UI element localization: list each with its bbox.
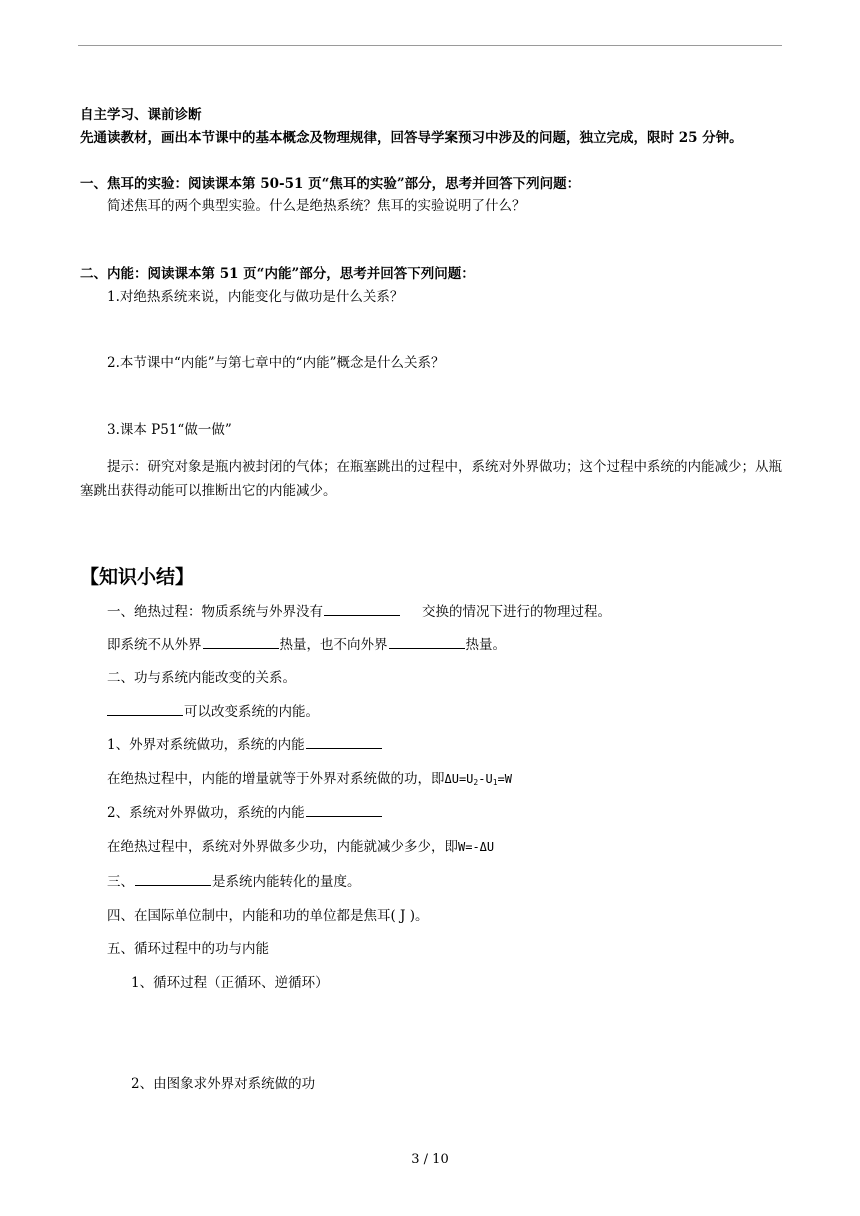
section2-question-2: 2.本节课中“内能”与第七章中的“内能”概念是什么关系？ — [107, 355, 445, 371]
formula-subscript: 2 — [473, 778, 479, 787]
section1-title: 一、焦耳的实验：阅读课本第 50-51 页“焦耳的实验”部分，思考并回答下列问题： — [80, 176, 581, 192]
summary-line-2 — [107, 636, 506, 654]
summary-line-12: 1、循环过程（正循环、逆循环） — [131, 975, 329, 991]
summary-line-1 — [107, 603, 611, 621]
summary-line-9a: 三、 — [107, 874, 134, 890]
section1-question: 简述焦耳的两个典型实验。什么是绝热系统？焦耳的实验说明了什么？ — [107, 198, 526, 214]
fill-blank[interactable] — [135, 873, 211, 886]
fill-blank[interactable] — [389, 636, 465, 649]
formula-part: -U — [478, 772, 493, 786]
section2-question-3: 3.课本 P51“做一做” — [107, 422, 232, 438]
preview-instruction: 先通读教材，画出本节课中的基本概念及物理规律，回答导学案预习中涉及的问题，独立完成，限时 25 分钟。 — [80, 130, 743, 146]
summary-line-8-text: 在绝热过程中，系统对外界做多少功，内能就减少多少，即 — [107, 839, 458, 855]
fill-blank[interactable] — [324, 603, 400, 616]
section2-title: 二、内能：阅读课本第 51 页“内能”部分，思考并回答下列问题： — [80, 266, 475, 282]
summary-line-5-text: 1、外界对系统做功，系统的内能 — [107, 737, 305, 753]
summary-line-9b: 是系统内能转化的量度。 — [212, 874, 361, 890]
summary-heading: 【知识小结】 — [80, 566, 195, 588]
summary-line-2a: 即系统不从外界 — [107, 637, 202, 653]
summary-line-4 — [107, 703, 319, 721]
summary-line-11: 五、循环过程中的功与内能 — [107, 941, 269, 957]
fill-blank[interactable] — [203, 636, 279, 649]
summary-line-13: 2、由图象求外界对系统做的功 — [131, 1076, 316, 1092]
summary-line-7-text: 2、系统对外界做功，系统的内能 — [107, 805, 305, 821]
header-rule — [78, 45, 782, 46]
formula-part: ΔU=U — [444, 772, 474, 786]
formula-work: W=-ΔU — [458, 840, 495, 854]
summary-line-2b: 热量，也不向外界 — [279, 637, 388, 653]
section2-hint: 提示：研究对象是瓶内被封闭的气体；在瓶塞跳出的过程中，系统对外界做功；这个过程中系统的内能减少；从瓶塞跳出获得动能可以推断出它的内能减少。 — [80, 459, 782, 499]
summary-line-6 — [107, 770, 512, 792]
summary-line-4-text: 可以改变系统的内能。 — [184, 704, 319, 720]
formula-subscript: 1 — [492, 778, 498, 787]
summary-line-5 — [107, 736, 383, 754]
formula-delta-u — [445, 772, 512, 786]
summary-line-10: 四、在国际单位制中，内能和功的单位都是焦耳( J )。 — [107, 908, 429, 924]
summary-line-8 — [107, 838, 494, 856]
fill-blank[interactable] — [306, 736, 382, 749]
summary-line-1a: 一、绝热过程：物质系统与外界没有 — [107, 604, 323, 620]
summary-line-9 — [107, 873, 361, 891]
section2-question-1: 1.对绝热系统来说，内能变化与做功是什么关系？ — [107, 289, 404, 305]
preview-title: 自主学习、课前诊断 — [80, 107, 202, 123]
page-number: 3 / 10 — [411, 1152, 449, 1167]
summary-line-3: 二、功与系统内能改变的关系。 — [107, 670, 296, 686]
formula-part: =W — [497, 772, 512, 786]
summary-line-2c: 热量。 — [465, 637, 506, 653]
summary-line-1b: 交换的情况下进行的物理过程。 — [422, 604, 611, 620]
summary-line-7 — [107, 804, 383, 822]
fill-blank[interactable] — [306, 804, 382, 817]
fill-blank[interactable] — [107, 703, 183, 716]
summary-line-6-text: 在绝热过程中，内能的增量就等于外界对系统做的功，即 — [107, 771, 445, 787]
